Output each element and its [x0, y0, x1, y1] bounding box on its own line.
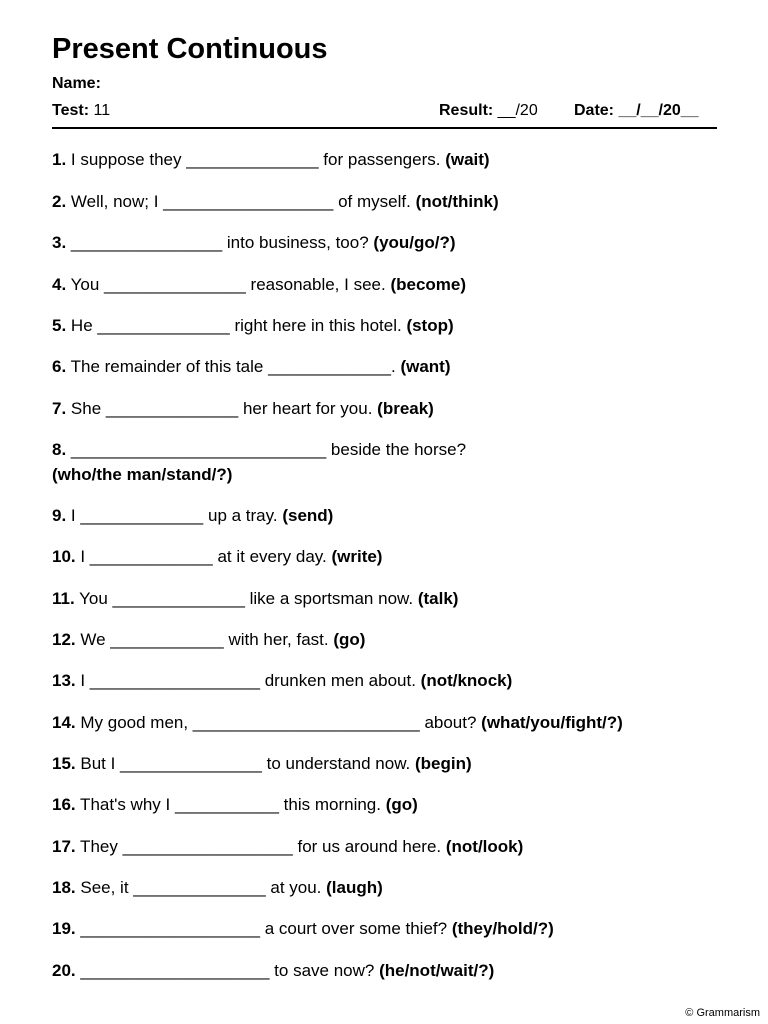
question-number: 2.	[52, 192, 67, 211]
question-text: You _______________ reasonable, I see.	[66, 275, 391, 294]
question-hint: (become)	[390, 275, 467, 294]
test-label: Test:	[52, 102, 90, 119]
copyright-footer: © Grammarism	[685, 1007, 760, 1019]
result-field	[439, 101, 538, 121]
question-10	[52, 544, 722, 569]
question-number: 11.	[52, 589, 75, 608]
question-text: Well, now; I __________________ of myself.	[66, 192, 416, 211]
question-text: ____________________ to save now?	[75, 961, 380, 980]
question-text: ___________________________ beside the horse?	[66, 440, 467, 459]
header-divider	[52, 127, 717, 129]
question-number: 7.	[52, 399, 67, 418]
question-hint: (stop)	[406, 316, 454, 335]
question-hint: (begin)	[414, 754, 472, 773]
question-text: I suppose they ______________ for passengers.	[66, 150, 446, 169]
question-hint: (not/think)	[415, 192, 499, 211]
question-4	[52, 272, 722, 297]
name-field: Name:	[52, 75, 101, 92]
test-value: 11	[89, 102, 111, 119]
question-hint: (not/knock)	[420, 671, 513, 690]
question-number: 5.	[52, 316, 67, 335]
question-5	[52, 313, 722, 338]
question-text: ___________________ a court over some thief?	[75, 919, 452, 938]
question-number: 16.	[52, 795, 76, 814]
question-text: I _____________ up a tray.	[66, 506, 283, 525]
question-17	[52, 834, 722, 859]
date-value: __/__/20__	[614, 102, 699, 119]
question-text: She ______________ her heart for you.	[66, 399, 378, 418]
question-16	[52, 792, 722, 817]
question-number: 10.	[52, 547, 76, 566]
question-hint: (you/go/?)	[373, 233, 456, 252]
question-text: That's why I ___________ this morning.	[75, 795, 386, 814]
question-hint: (break)	[377, 399, 434, 418]
question-9	[52, 503, 722, 528]
question-number: 12.	[52, 630, 76, 649]
question-hint: (he/not/wait/?)	[379, 961, 495, 980]
question-8	[52, 437, 722, 487]
question-hint: (they/hold/?)	[451, 919, 554, 938]
date-label: Date:	[574, 102, 615, 119]
question-13	[52, 668, 722, 693]
question-number: 9.	[52, 506, 67, 525]
question-hint: (who/the man/stand/?)	[52, 465, 233, 484]
question-hint: (write)	[331, 547, 383, 566]
result-value: __/20	[493, 102, 538, 119]
test-field	[52, 101, 110, 121]
question-number: 4.	[52, 275, 67, 294]
question-text: The remainder of this tale _____________.	[66, 357, 401, 376]
date-field	[574, 101, 699, 121]
page-title: Present Continuous	[52, 33, 328, 65]
question-number: 3.	[52, 233, 67, 252]
question-text: I _____________ at it every day.	[75, 547, 332, 566]
question-text: You ______________ like a sportsman now.	[74, 589, 418, 608]
question-2	[52, 189, 722, 214]
question-hint: (laugh)	[326, 878, 383, 897]
question-1	[52, 147, 722, 172]
question-hint: (go)	[385, 795, 418, 814]
question-20	[52, 958, 722, 983]
question-text: They __________________ for us around here.	[75, 837, 446, 856]
question-hint: (want)	[400, 357, 451, 376]
question-14	[52, 710, 722, 735]
question-12	[52, 627, 722, 652]
question-number: 17.	[52, 837, 76, 856]
question-text: But I _______________ to understand now.	[75, 754, 415, 773]
question-hint: (what/you/fight/?)	[481, 713, 623, 732]
question-number: 20.	[52, 961, 76, 980]
question-7	[52, 396, 722, 421]
question-19	[52, 916, 722, 941]
question-6	[52, 354, 722, 379]
question-number: 13.	[52, 671, 76, 690]
question-number: 19.	[52, 919, 76, 938]
question-hint: (go)	[333, 630, 366, 649]
question-11	[52, 586, 722, 611]
question-text: I __________________ drunken men about.	[75, 671, 421, 690]
question-15	[52, 751, 722, 776]
question-number: 6.	[52, 357, 67, 376]
question-3	[52, 230, 722, 255]
question-text: My good men, ________________________ about?	[75, 713, 482, 732]
question-number: 8.	[52, 440, 67, 459]
question-hint: (wait)	[445, 150, 490, 169]
question-hint: (not/look)	[445, 837, 524, 856]
question-text: ________________ into business, too?	[66, 233, 374, 252]
question-hint: (send)	[282, 506, 334, 525]
question-text: We ____________ with her, fast.	[75, 630, 334, 649]
question-number: 1.	[52, 150, 67, 169]
question-hint: (talk)	[417, 589, 459, 608]
question-number: 18.	[52, 878, 76, 897]
result-label: Result:	[439, 102, 494, 119]
question-text: See, it ______________ at you.	[75, 878, 327, 897]
question-18	[52, 875, 722, 900]
question-number: 15.	[52, 754, 76, 773]
question-text: He ______________ right here in this hotel.	[66, 316, 407, 335]
question-number: 14.	[52, 713, 76, 732]
